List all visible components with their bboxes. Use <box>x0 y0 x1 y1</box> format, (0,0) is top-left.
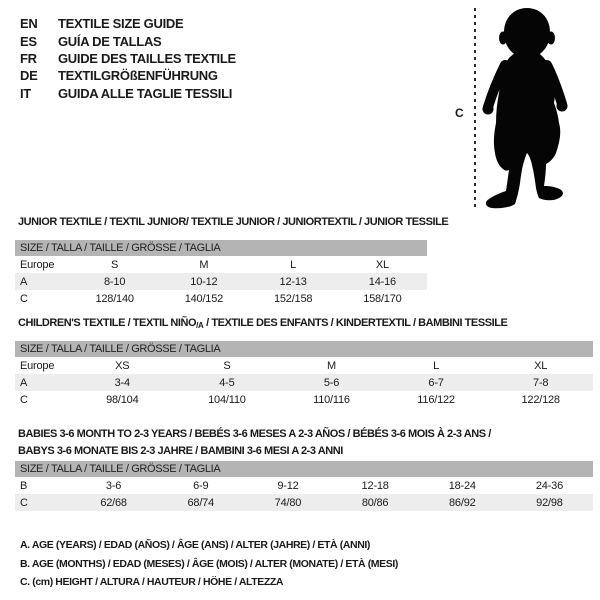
lang-code: EN <box>20 16 38 32</box>
table-cell: 104/110 <box>208 393 246 406</box>
title-line-1: BABIES 3-6 MONTH TO 2-3 YEARS / BEBÉS 3-6 MESES A 2-3 AÑOS / BÉBÉS 3-6 MOIS À 2-3 ANS / <box>18 428 491 440</box>
lang-label: TEXTILE SIZE GUIDE <box>58 16 184 32</box>
title-line-2: BABYS 3-6 MONATE BIS 2-3 JAHRE / BAMBINI 3-6 MESI A 2-3 ANNI <box>18 444 343 457</box>
table-cell: 152/158 <box>273 292 313 305</box>
table-cell: 3-4 <box>114 376 130 389</box>
lang-code: DE <box>20 68 38 84</box>
table-row <box>15 357 593 374</box>
height-measure-label: C <box>455 106 464 120</box>
row-label: Europe <box>20 359 55 372</box>
language-title-list <box>20 15 236 102</box>
table-cell: 12-13 <box>279 275 307 288</box>
lang-row-en <box>20 15 236 32</box>
table-cell: 7-8 <box>533 376 549 389</box>
baby-silhouette-icon <box>479 7 573 209</box>
lang-row-fr <box>20 50 236 67</box>
table-cell: 6-7 <box>428 376 444 389</box>
table-cell: 5-6 <box>323 376 340 389</box>
table-cell: 12-18 <box>361 479 389 492</box>
table-cell: 14-16 <box>368 275 396 288</box>
table-cell: 8-10 <box>104 275 126 288</box>
table-cell: 3-6 <box>105 479 122 492</box>
table-cell: S <box>223 359 231 372</box>
table-cell: 9-12 <box>277 479 299 492</box>
table-cell: 6-9 <box>193 479 209 492</box>
table-cell: L <box>433 359 440 372</box>
lang-label: GUIDE DES TAILLES TEXTILE <box>58 50 236 66</box>
table-cell: 68/74 <box>187 496 215 509</box>
lang-label: GUIDA ALLE TAGLIE TESSILI <box>58 85 233 101</box>
title-subscript: /A <box>196 321 204 330</box>
legend-line-a: A. AGE (YEARS) / EDAD (AÑOS) / ÂGE (ANS) / ALTER (JAHRE) / ETÀ (ANNI) <box>20 539 371 551</box>
lang-row-it <box>20 85 236 102</box>
table-cell: M <box>327 359 336 372</box>
table-row <box>15 477 593 494</box>
title-part: CHILDREN'S TEXTILE / TEXTIL NIÑO <box>18 317 197 329</box>
babies-textile-table <box>15 461 593 511</box>
table-cell: L <box>290 258 297 271</box>
table-cell: XS <box>115 359 130 372</box>
row-label: Europe <box>20 258 55 271</box>
lang-row-de <box>20 67 236 84</box>
babies-textile-title <box>18 426 491 459</box>
childrens-textile-table <box>15 341 593 408</box>
childrens-textile-title <box>18 317 507 330</box>
table-cell: 18-24 <box>448 479 476 492</box>
table-cell: XL <box>375 258 389 271</box>
table-cell: 74/80 <box>274 496 302 509</box>
size-header-bar: SIZE / TALLA / TAILLE / GRÖSSE / TAGLIA <box>15 461 593 477</box>
table-row <box>15 391 593 408</box>
table-cell: 4-5 <box>219 376 235 389</box>
size-header-bar: SIZE / TALLA / TAILLE / GRÖSSE / TAGLIA <box>15 341 593 357</box>
table-row <box>15 256 427 273</box>
table-cell: 98/104 <box>106 393 139 406</box>
legend <box>20 536 398 592</box>
table-cell: 24-36 <box>535 479 564 492</box>
table-cell: 92/98 <box>536 496 563 509</box>
lang-code: IT <box>20 85 31 101</box>
height-dashed-line <box>474 8 476 207</box>
row-label: C <box>20 496 28 509</box>
table-cell: 116/122 <box>417 393 455 406</box>
table-cell: 140/152 <box>184 292 224 305</box>
table-cell: 128/140 <box>95 292 134 305</box>
lang-code: FR <box>20 50 37 66</box>
lang-row-es <box>20 32 236 49</box>
table-row <box>15 273 427 290</box>
table-cell: S <box>111 258 119 271</box>
table-row <box>15 494 593 511</box>
row-label: C <box>20 292 28 305</box>
legend-line-b: B. AGE (MONTHS) / EDAD (MESES) / ÂGE (MOIS) / ALTER (MONATE) / ETÀ (MESI) <box>20 557 398 570</box>
title-part: / TEXTILE DES ENFANTS / KINDERTEXTIL / BAMBINI TESSILE <box>203 317 508 329</box>
table-cell: 158/170 <box>363 292 402 305</box>
table-cell: 62/68 <box>100 496 127 509</box>
row-label: C <box>20 393 28 406</box>
row-label: B <box>20 479 28 492</box>
table-cell: M <box>199 258 209 271</box>
table-row <box>15 290 427 307</box>
row-label: A <box>20 376 28 389</box>
junior-textile-title: JUNIOR TEXTILE / TEXTIL JUNIOR/ TEXTILE JUNIOR / JUNIORTEXTIL / JUNIOR TESSILE <box>18 216 449 228</box>
table-cell: XL <box>534 359 548 372</box>
table-cell: 122/128 <box>521 393 560 406</box>
table-cell: 86/92 <box>449 496 476 509</box>
table-cell: 10-12 <box>190 275 218 288</box>
row-label: A <box>20 275 28 288</box>
table-cell: 80/86 <box>361 496 389 509</box>
lang-label: GUÍA DE TALLAS <box>58 33 162 49</box>
lang-code: ES <box>20 33 37 49</box>
table-cell: 110/116 <box>313 393 350 406</box>
size-header-bar: SIZE / TALLA / TAILLE / GRÖSSE / TAGLIA <box>15 240 427 256</box>
junior-textile-table <box>15 240 427 307</box>
lang-label: TEXTILGRÖßENFÜHRUNG <box>58 68 218 84</box>
table-row <box>15 374 593 391</box>
legend-line-c: C. (cm) HEIGHT / ALTURA / HAUTEUR / HÖHE / ALTEZZA <box>20 576 284 589</box>
